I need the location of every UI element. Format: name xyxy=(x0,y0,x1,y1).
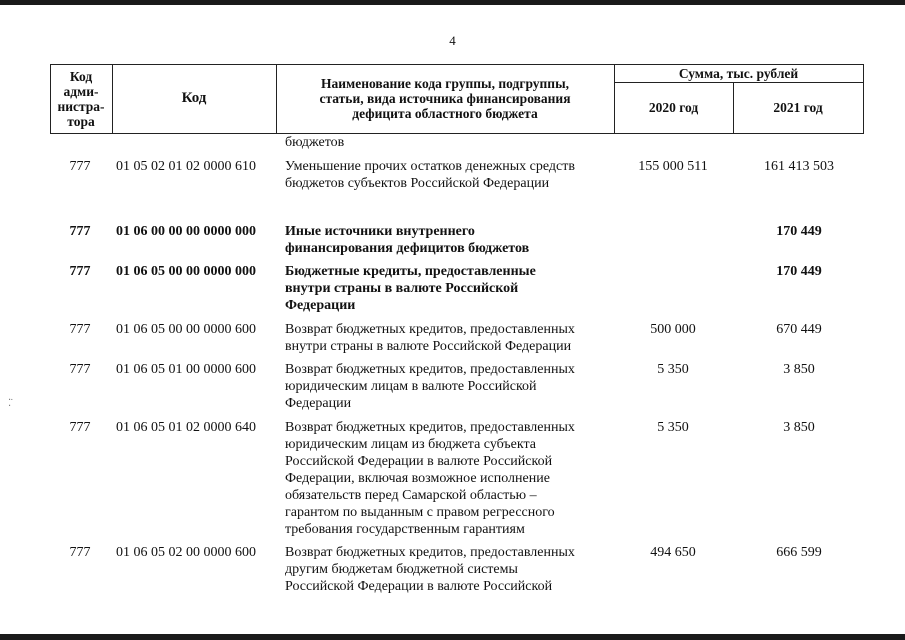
admin-code-cell: 777 xyxy=(69,224,91,239)
code-cell: 01 06 05 02 00 0000 600 xyxy=(116,545,256,560)
header-sum: Сумма, тыс. рублей xyxy=(678,65,799,81)
code-cell: 01 05 02 01 02 0000 610 xyxy=(116,159,256,174)
admin-code-cell: 777 xyxy=(69,420,91,435)
name-cell: Иные источники внутреннего финансирования дефицитов бюджетов xyxy=(285,224,530,256)
amount-2021-cell: 670 449 xyxy=(776,322,822,337)
margin-mark: ⁚˙ xyxy=(8,398,13,409)
header-sum-divider xyxy=(614,82,864,83)
admin-code-cell: 777 xyxy=(69,362,91,377)
admin-code-cell: 777 xyxy=(69,322,91,337)
admin-code-cell: 777 xyxy=(69,159,91,174)
code-cell: 01 06 05 00 00 0000 000 xyxy=(116,264,256,279)
header-top-border xyxy=(50,64,864,65)
admin-code-cell: 777 xyxy=(69,264,91,279)
amount-2021-cell: 170 449 xyxy=(776,264,822,279)
header-name: Наименование кода группы, подгруппы, статьи, вида источника финансирования дефицита областного бюджета xyxy=(319,76,571,121)
col-border xyxy=(276,64,277,134)
name-cell: Возврат бюджетных кредитов, предоставленных другим бюджетам бюджетной системы Российской Федерации в валюте Российской xyxy=(285,545,575,594)
name-cell: Возврат бюджетных кредитов, предоставленных юридическим лицам из бюджета субъекта Российской Федерации в валюте Российской Федерации, включая возможное исполнение обязательств перед Самарской областью – гарантом по выданным с правом регрессного требования государственным гарантиям xyxy=(285,420,575,537)
name-cell: Уменьшение прочих остатков денежных средств бюджетов субъектов Российской Федерации xyxy=(285,159,575,191)
name-cell: Возврат бюджетных кредитов, предоставленных внутри страны в валюте Российской Федерации xyxy=(285,322,575,354)
top-border xyxy=(0,0,905,5)
col-border xyxy=(50,64,51,134)
header-year-2020: 2020 год xyxy=(648,100,699,115)
amount-2020-cell: 5 350 xyxy=(657,362,689,377)
amount-2021-cell: 3 850 xyxy=(783,420,815,435)
name-cell: Возврат бюджетных кредитов, предоставленных юридическим лицам в валюте Российской Федерации xyxy=(285,362,575,411)
col-border xyxy=(614,64,615,134)
amount-2021-cell: 170 449 xyxy=(776,224,822,239)
code-cell: 01 06 05 00 00 0000 600 xyxy=(116,322,256,337)
code-cell: 01 06 00 00 00 0000 000 xyxy=(116,224,256,239)
code-cell: 01 06 05 01 02 0000 640 xyxy=(116,420,256,435)
name-cell: Бюджетные кредиты, предоставленные внутри страны в валюте Российской Федерации xyxy=(285,264,536,313)
continuation-text: бюджетов xyxy=(285,135,345,150)
amount-2021-cell: 161 413 503 xyxy=(764,159,834,174)
header-code: Код xyxy=(181,90,207,106)
col-border xyxy=(863,64,864,134)
code-cell: 01 06 05 01 00 0000 600 xyxy=(116,362,256,377)
header-admin-code: Код адми- нистра- тора xyxy=(57,68,105,129)
amount-2021-cell: 3 850 xyxy=(783,362,815,377)
amount-2020-cell: 5 350 xyxy=(657,420,689,435)
header-year-2021: 2021 год xyxy=(773,100,823,115)
col-border xyxy=(733,82,734,134)
amount-2020-cell: 500 000 xyxy=(650,322,696,337)
amount-2020-cell: 494 650 xyxy=(650,545,696,560)
page-number: 4 xyxy=(449,33,456,48)
bottom-border xyxy=(0,634,905,640)
amount-2021-cell: 666 599 xyxy=(776,545,822,560)
admin-code-cell: 777 xyxy=(69,545,91,560)
amount-2020-cell: 155 000 511 xyxy=(638,159,708,174)
col-border xyxy=(112,64,113,134)
